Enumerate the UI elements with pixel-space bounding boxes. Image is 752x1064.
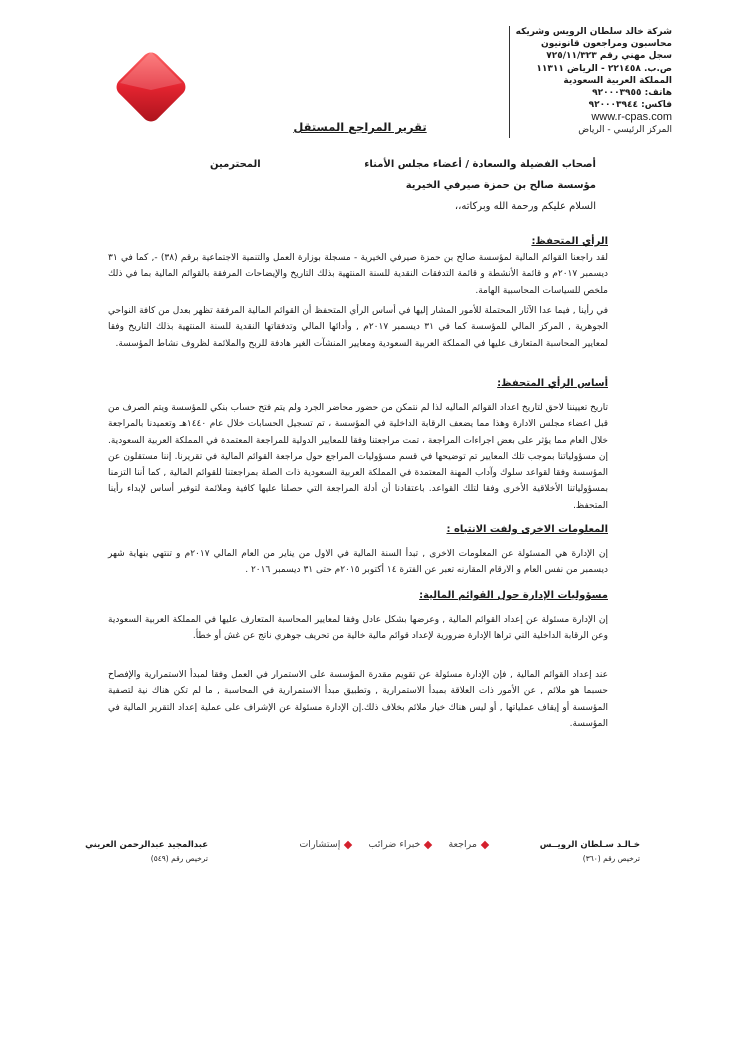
service-item: مراجعة	[448, 839, 488, 850]
company-fax: فاكس: ٩٢٠٠٠٣٩٤٤	[588, 100, 672, 111]
other-info-heading: المعلومات الاخرى ولفت الانتباه :	[446, 524, 608, 535]
company-hq: المركز الرئيسي - الرياض	[578, 125, 672, 136]
report-title: تقرير المراجع المستقل	[293, 120, 427, 134]
service-item: إستشارات	[299, 839, 351, 850]
services-list	[278, 839, 488, 850]
company-info	[442, 26, 672, 137]
addressee-entity: مؤسسة صالح بن حمزة صيرفي الخيرية	[405, 180, 596, 191]
addressee-to: أصحاب الفضيلة والسعادة / أعضاء مجلس الأمناء	[364, 159, 596, 170]
addressee-greeting: السلام عليكم ورحمة الله وبركاته،،	[454, 201, 596, 212]
red-diamond-bullet-icon	[424, 840, 432, 848]
red-diamond-logo	[108, 44, 194, 130]
signer-left	[85, 840, 208, 863]
service-item: خبراء ضرائب	[368, 839, 431, 850]
company-website[interactable]: www.r-cpas.com	[591, 111, 672, 124]
company-profession: محاسبون ومراجعون قانونيون	[541, 39, 672, 50]
company-pobox: ص.ب. ٢٢١٤٥٨ - الرياض ١١٣١١	[536, 63, 672, 74]
qualified-opinion-paragraph-2: في رأينا , فيما عدا الآثار المحتملة للأمور المشار إليها في أساس الرأي المتحفظ أن القوائم المالية المرفقة تظهر بعدل من كافة النواحي الجوهرية , المركز المالي للمؤسسة كما في ٣١ ديسمبر ٢٠١٧م , وأدائها المالي وتدفقاتها النقدية للسنة المنتهية بذلك التاريخ وفقا لمعايير المحاسبة المتعارف عليها في المملكة العربية السعودية ومعايير المنشآت الغير هادفة للربح والملائمة لظروف نشاط المؤسسة.	[108, 306, 609, 349]
management-heading: مسؤوليات الإدارة حول القوائم المالية:	[419, 590, 608, 601]
company-name: شركة خالد سلطان الرويس وشريكه	[515, 27, 672, 37]
management-paragraph-2: عند إعداد القوائم المالية , فإن الإدارة مسئولة عن تقويم مقدرة المؤسسة على الاستمرار في العمل وفقا لمبدأ الاستمرارية والإفصاح حسبما هو ملائم , عن الأمور ذات العلاقة بمبدأ الاستمرارية , وتطبيق مبدأ الاستمرارية في المحاسبة , ما لم تكن هناك نية لتصفية المؤسسة أو إيقاف عملياتها , أو ليس هناك خيار ملائم بخلاف ذلك.إن الإدارة مسئولة عن الإشراف على عملية إعداد التقرير المالية في المؤسسة.	[108, 670, 608, 729]
signer-right-license: ترخيص رقم (٣٦٠)	[582, 854, 640, 863]
basis-heading: أساس الرأي المتحفظ:	[497, 378, 608, 389]
red-diamond-bullet-icon	[344, 840, 352, 848]
basis-paragraph: تاريخ تعييننا لاحق لتاريخ اعداد القوائم الماليه لذا لم نتمكن من حضور محاضر الجرد ولم يتم فتح حساب بنكي للمؤسسة ويتم الصرف من قبل اعضاء مجلس الادارة وهذا مما يضعف الرقابة الداخلية في المؤسسة ، تم تسجيل الحسابات خلال عام ١٤٤٠هـ وتعميدنا بالمراجعة خلال العام مما يؤثر على بعض اجراءات المراجعة ، تمت مراجعتنا وفقا للمعايير الدولية للمراجعة المعتمدة في المملكة العربية السعودية. إن مسؤولياتنا بموجب تلك المعايير تم توضيحها في قسم مسؤوليات المراجع حول مراجعة القوائم المالية في تقريرنا. إننا مستقلون عن المؤسسة وفقا لقواعد سلوك وآداب المهنة المعتمدة في المملكة العربية السعودية ذات الصلة بمراجعتنا للقوائم المالية , كما أننا التزمنا بمسؤولياتنا الأخلاقية الأخرى وفقا لتلك القواعد. باعتقادنا أن أدلة المراجعة التي حصلنا عليها كافية وملائمة لتوفير أساس لإبداء رأينا المتحفظ.	[108, 403, 609, 511]
addressee-respect: المحترمين	[210, 159, 261, 170]
red-diamond-bullet-icon	[481, 840, 489, 848]
company-country: المملكة العربية السعودية	[563, 75, 672, 86]
company-register: سجل مهني رقم ٧٢٥/١١/٣٢٣	[546, 51, 672, 62]
signer-right-name: خـالـد سـلطان الرويــس	[539, 840, 640, 850]
management-paragraph-1: إن الإدارة مسئولة عن إعداد القوائم المالية , وعرضها بشكل عادل وفقا لمعايير المحاسبة المتعارف عليها في المملكة العربية السعودية وعن الرقابة الداخلية التي تراها الإدارة ضرورية لإعداد قوائم مالية خالية من تحريف جوهري ناتج عن غش أو خطأ.	[108, 615, 608, 642]
company-phone: هاتف: ٩٢٠٠٠٣٩٥٥	[592, 88, 672, 99]
other-info-paragraph: إن الإدارة هي المسئولة عن المعلومات الاخرى , تبدأ السنة المالية في الاول من يناير من العام المالي ٢٠١٧م و تنتهي بنهاية شهر ديسمبر من نفس العام و الارقام المقارنه تعبر عن الفترة ١٤ أكتوبر ٢٠١٥م حتى ٣١ ديسمبر ٢٠١٦ .	[108, 549, 608, 576]
signer-left-license: ترخيص رقم (٥٤٩)	[150, 854, 208, 863]
qualified-opinion-heading: الرأي المتحفظ:	[531, 236, 608, 247]
qualified-opinion-paragraph-1: لقد راجعنا القوائم المالية لمؤسسة صالح بن حمزة صيرفي الخيرية - مسجلة بوزارة العمل والتنمية الاجتماعية برقم (٣٨) -, كما في ٣١ ديسمبر ٢٠١٧م و قائمة الأنشطة و قائمة التدفقات النقدية للسنة المنتهية بذلك التاريخ والإيضاحات المرفقة بالقوائم المالية بما في ذلك ملخص للسياسات المحاسبية الهامة.	[108, 253, 608, 296]
signer-left-name: عبدالمجيد عبدالرحمن العريني	[85, 840, 208, 850]
signer-right	[540, 840, 640, 863]
